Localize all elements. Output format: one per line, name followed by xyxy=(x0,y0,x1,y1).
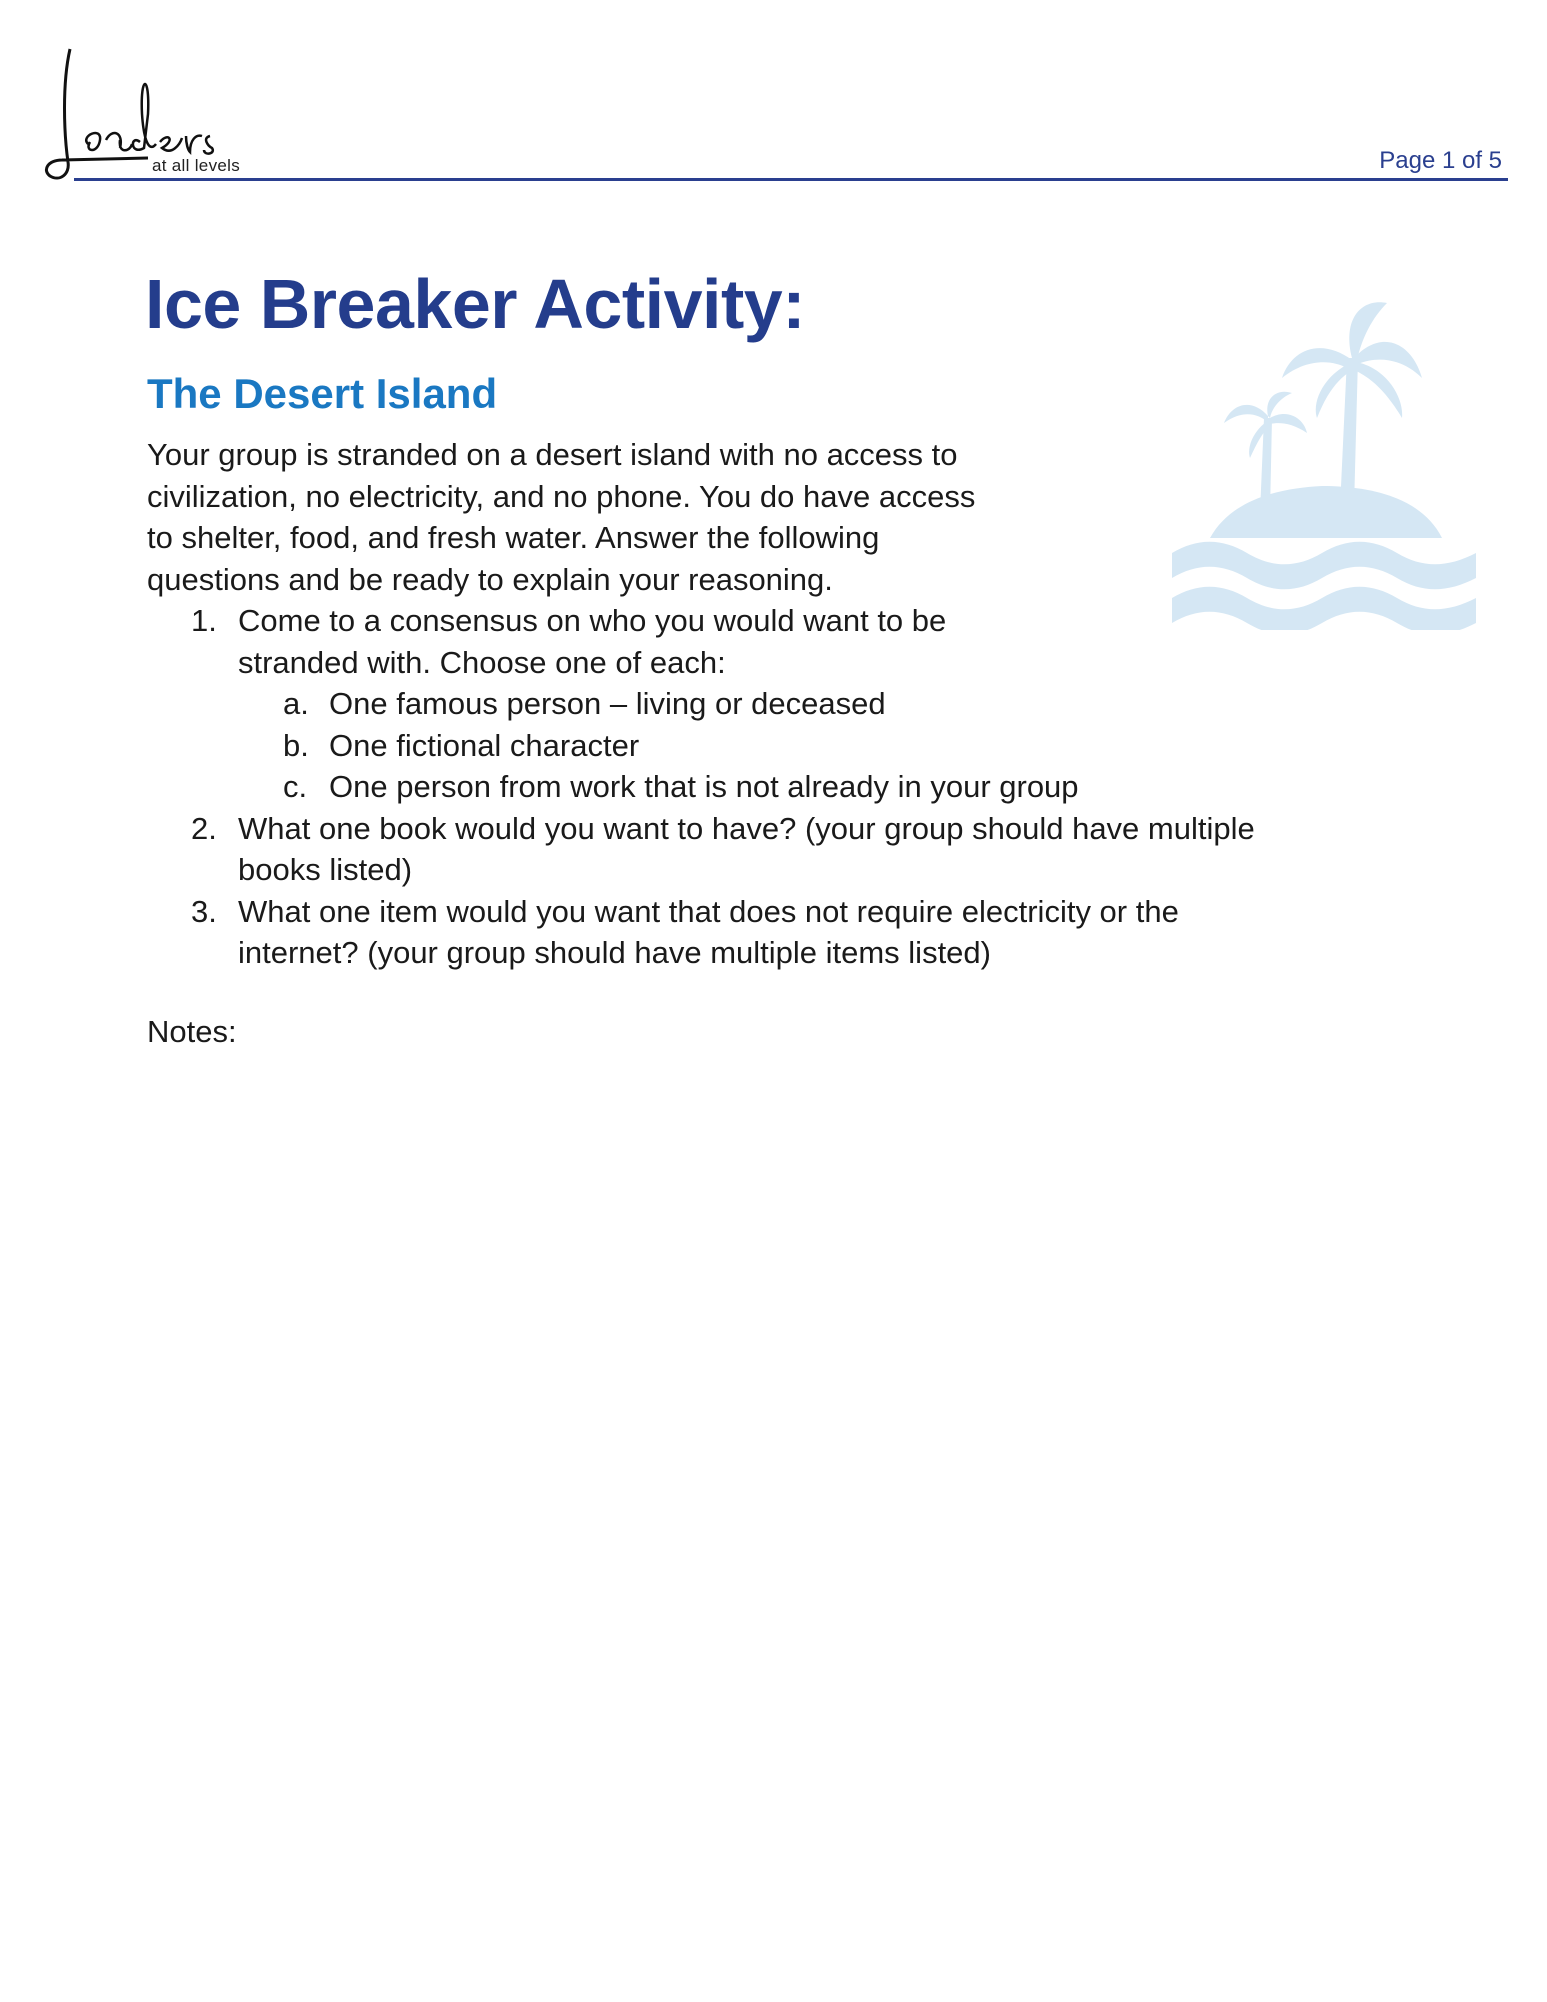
subitem-letter: a. xyxy=(283,686,309,721)
question-line: internet? (your group should have multiple items listed) xyxy=(238,935,991,970)
intro-line: Your group is stranded on a desert island with no access to xyxy=(147,437,958,472)
logo-subtext: at all levels xyxy=(152,156,240,175)
question-1 xyxy=(147,600,1447,683)
subitem-a xyxy=(147,683,1447,725)
intro-line: questions and be ready to explain your reasoning. xyxy=(147,561,833,597)
subitem-letter: b. xyxy=(283,727,309,763)
question-2 xyxy=(147,808,1447,891)
intro-line: civilization, no electricity, and no phone. You do have access xyxy=(147,478,976,514)
activity-body xyxy=(147,434,1447,974)
page-title: Ice Breaker Activity: xyxy=(145,265,806,343)
question-line: What one item would you want that does not require electricity or the xyxy=(238,893,1179,929)
question-line: Come to a consensus on who you would want to be xyxy=(238,603,947,638)
header-divider xyxy=(74,178,1508,181)
question-line: stranded with. Choose one of each: xyxy=(238,644,726,680)
intro-paragraph xyxy=(147,434,1447,600)
subitem-b xyxy=(147,725,1447,767)
question-number: 2. xyxy=(191,810,217,846)
subitem-letter: c. xyxy=(283,769,308,804)
activity-subtitle: The Desert Island xyxy=(147,370,498,417)
page-indicator: Page 1 of 5 xyxy=(1379,147,1502,174)
question-line: What one book would you want to have? (your group should have multiple xyxy=(238,810,1255,846)
intro-line: to shelter, food, and fresh water. Answer the following xyxy=(147,520,880,555)
subitem-c xyxy=(147,766,1447,808)
subitem-text: One famous person – living or deceased xyxy=(329,686,886,721)
question-number: 3. xyxy=(191,893,217,929)
notes-label: Notes: xyxy=(147,1014,237,1049)
subitem-text: One person from work that is not already in your group xyxy=(329,769,1079,804)
question-number: 1. xyxy=(191,603,217,638)
question-3 xyxy=(147,891,1447,974)
question-line: books listed) xyxy=(238,852,413,887)
subitem-text: One fictional character xyxy=(329,727,640,763)
